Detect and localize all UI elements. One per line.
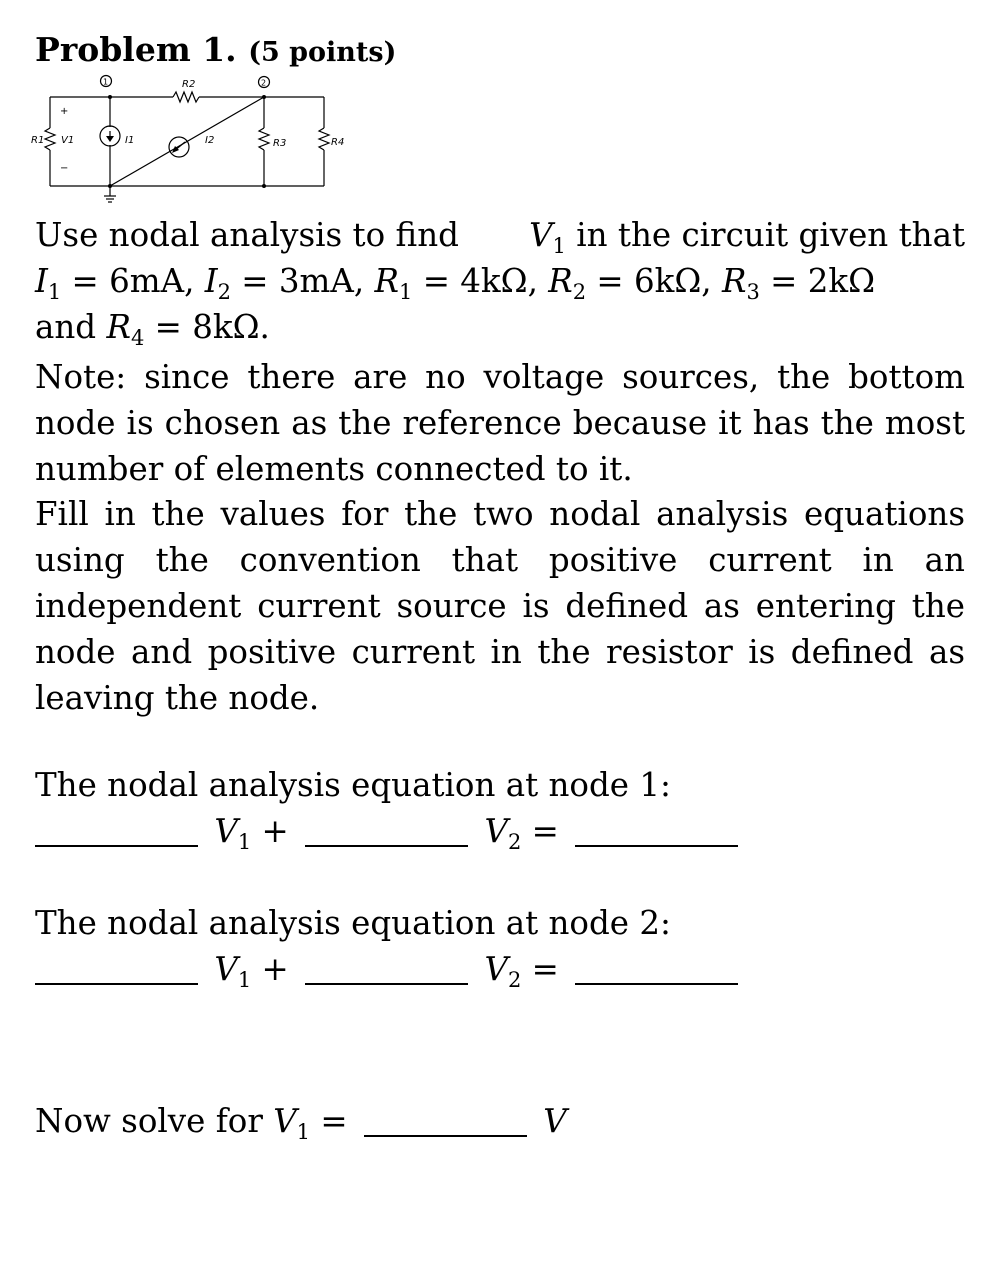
minus-sign: − [60,163,69,174]
problem-line-2: $I_1 = 6mA$, $I_2 = 3mA$, $R_1 = 4k\Omega$, $R_2 = 6k\Omega$, $R_3 = 2k\Omega$ [35,262,876,304]
r2-label: R2 [182,79,196,90]
node1-v2-coef-blank[interactable] [305,817,468,847]
node2-rhs-blank[interactable] [575,955,738,985]
problem-line-3: and $R_4 = 8k\Omega$. [35,308,270,350]
node2-v2-coef-blank[interactable] [305,955,468,985]
v1-answer-blank[interactable] [364,1107,527,1137]
instructions-paragraph: Fill in the values for the two nodal analysis equations using the convention that positive current in an independent current source is defined as entering the node and positive current in the resistor is defined as leaving the node. [35,495,965,717]
node2-v1-coef-blank[interactable] [35,955,198,985]
problem-line-1: Use nodal analysis to find $V_1$ in the circuit given that [35,216,965,258]
r3-label: R3 [273,138,287,149]
v1-label: V1 [61,135,75,146]
node1-v1-coef-blank[interactable] [35,817,198,847]
note-paragraph: Note: since there are no voltage sources, the bottom node is chosen as the reference because it has the most number of elements connected to it. [35,358,965,488]
solve-line: Now solve for $V_1 = V$ [35,1102,567,1144]
node1-rhs-blank[interactable] [575,817,738,847]
node2-label: 2 [261,78,267,88]
r4-label: R4 [331,137,345,148]
node1-equation-label: The nodal analysis equation at node 1: [35,766,671,804]
circuit-diagram [28,70,358,210]
problem-title [35,30,396,69]
plus-sign: + [60,106,69,117]
r1-label: R1 [31,135,45,146]
points-text: (5 points) [248,37,397,68]
i1-label: I1 [125,135,135,146]
node2-equation-label: The nodal analysis equation at node 2: [35,904,671,942]
title-text: Problem 1. [35,30,237,69]
node1-label: 1 [103,77,109,87]
node2-equation: $V_1 + V_2$ = [35,950,744,988]
i2-label: I2 [205,135,215,146]
node1-equation: $V_1 + V_2$ = [35,812,744,850]
